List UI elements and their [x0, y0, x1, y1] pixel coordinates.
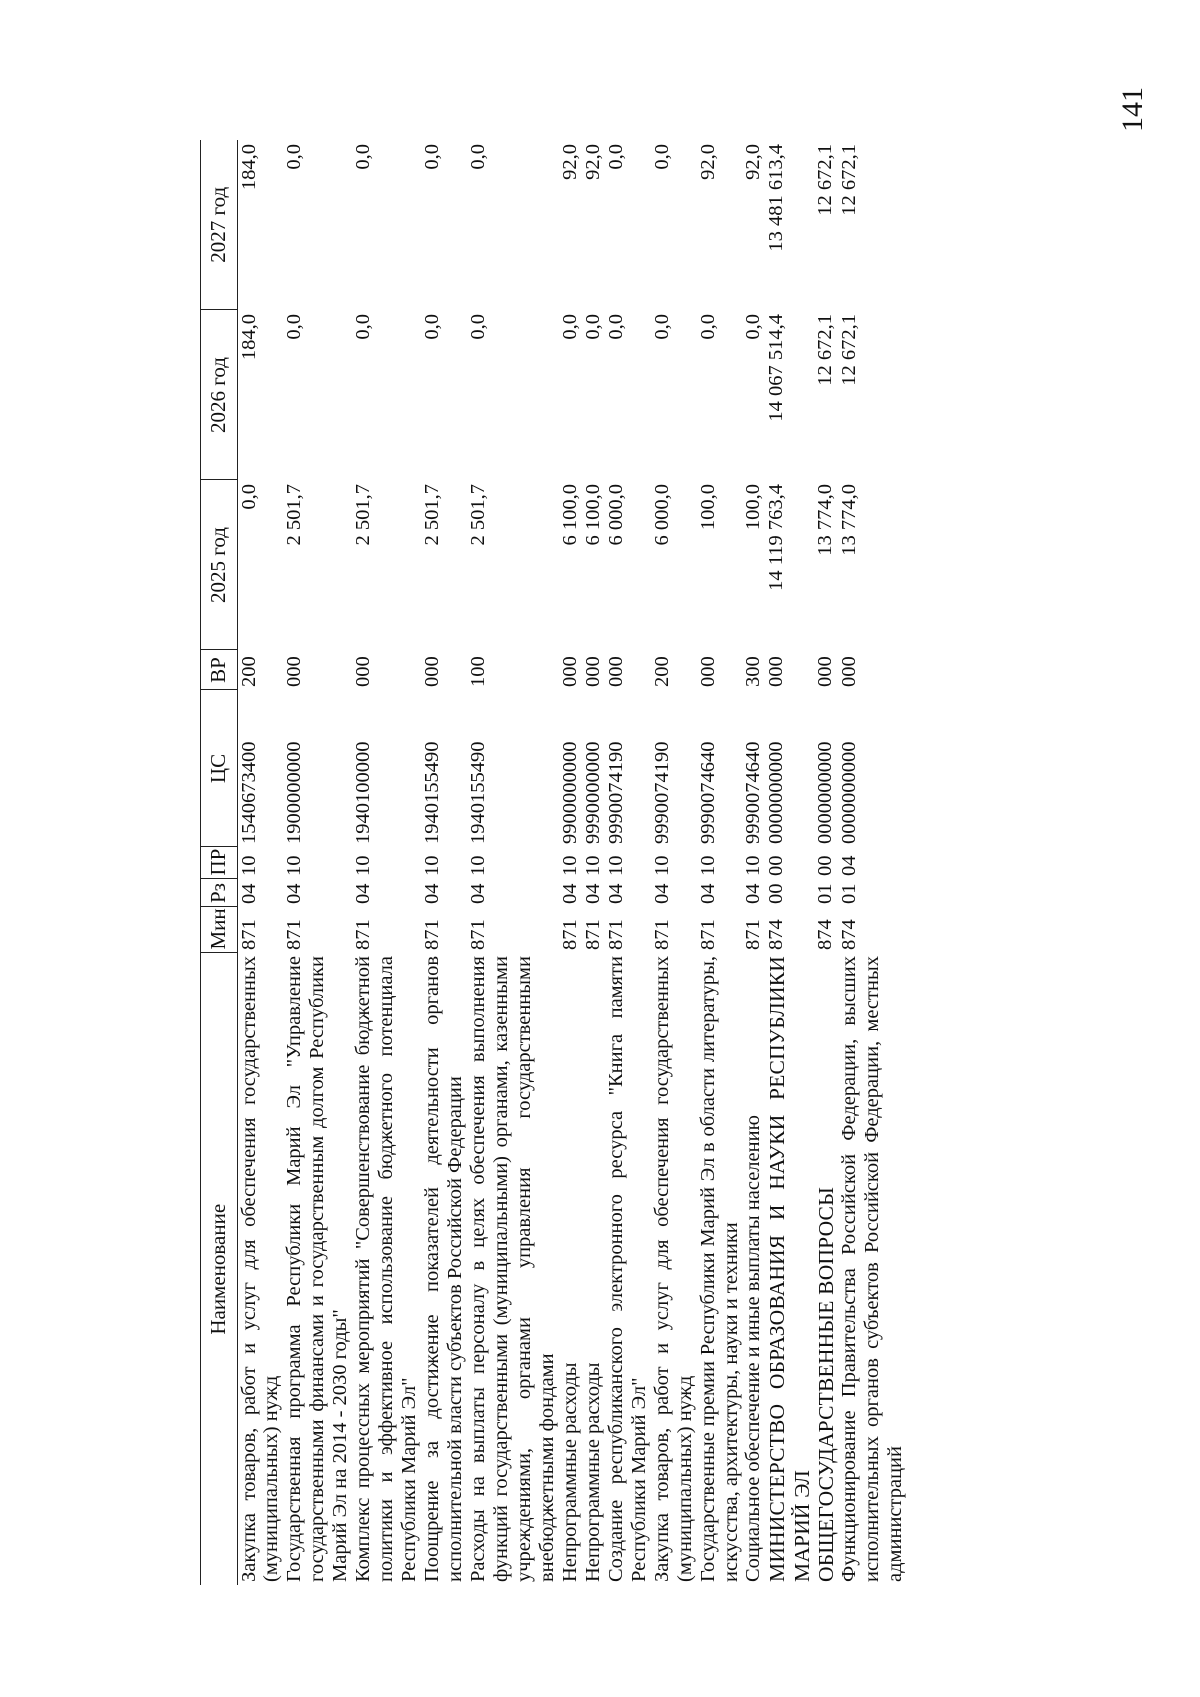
cell-name: Комплекс процессных мероприятий "Совершенствование бюджетной политики и эффективное использование бюджетного потенциала Республики Марий Эл": [352, 956, 421, 1582]
cell-cs: 1940155490: [421, 741, 444, 844]
header-cs: ЦС: [201, 690, 238, 847]
cell-y2025: 2 501,7: [283, 484, 306, 546]
cell-y2025: 100,0: [742, 484, 765, 531]
cell-y2025: 14 119 763,4: [765, 484, 788, 591]
cell-rz: 01: [837, 883, 860, 904]
cell-rz: 04: [581, 883, 604, 904]
cell-y2026: 0,0: [581, 314, 604, 340]
table-row: [421, 140, 467, 1585]
cell-name: Непрограммные расходы: [581, 1362, 604, 1582]
cell-y2026: 0,0: [650, 314, 673, 340]
cell-rz: 04: [558, 883, 581, 904]
table-row: [467, 140, 559, 1585]
cell-min: 871: [421, 919, 444, 950]
cell-vr: 000: [837, 656, 860, 687]
table-row: [582, 140, 605, 1585]
cell-min: 871: [352, 919, 375, 950]
cell-pr: 04: [837, 855, 860, 876]
cell-name: Непрограммные расходы: [558, 1362, 581, 1582]
cell-min: 871: [558, 919, 581, 950]
header-pr: ПР: [201, 847, 238, 879]
cell-cs: 1940100000: [352, 741, 375, 844]
cell-pr: 10: [421, 855, 444, 876]
cell-y2026: 12 672,1: [813, 314, 836, 386]
cell-name: Социальное обеспечение и иные выплаты населению: [742, 1115, 765, 1582]
cell-pr: 10: [558, 855, 581, 876]
cell-rz: 04: [696, 883, 719, 904]
cell-y2027: 0,0: [283, 144, 306, 170]
cell-pr: 10: [352, 855, 375, 876]
cell-pr: 10: [581, 855, 604, 876]
cell-cs: 9900000000: [558, 741, 581, 844]
header-vr: ВР: [201, 650, 238, 690]
cell-min: 871: [581, 919, 604, 950]
cell-min: 871: [696, 919, 719, 950]
cell-vr: 000: [813, 656, 836, 687]
rotated-page-content: [200, 140, 1000, 1585]
cell-pr: 10: [742, 855, 765, 876]
cell-y2026: 0,0: [467, 314, 490, 340]
cell-min: 871: [467, 919, 490, 950]
cell-y2027: 0,0: [421, 144, 444, 170]
cell-min: 874: [837, 919, 860, 950]
cell-y2027: 12 672,1: [813, 144, 836, 216]
cell-y2026: 0,0: [742, 314, 765, 340]
cell-name: Создание республиканского электронного ресурса "Книга памяти Республики Марий Эл": [604, 956, 650, 1582]
cell-y2026: 0,0: [604, 314, 627, 340]
header-2027: 2027 год: [201, 140, 238, 310]
cell-rz: 04: [283, 883, 306, 904]
cell-cs: 0000000000: [837, 741, 860, 844]
cell-rz: 04: [742, 883, 765, 904]
cell-name: Функционирование Правительства Российской Федерации, высших исполнительных органов субъектов Российской Федерации, местных администраций: [837, 956, 906, 1582]
cell-rz: 04: [467, 883, 490, 904]
cell-min: 871: [283, 919, 306, 950]
cell-y2025: 2 501,7: [421, 484, 444, 546]
cell-y2025: 100,0: [696, 484, 719, 531]
cell-vr: 200: [650, 656, 673, 687]
cell-name: Закупка товаров, работ и услуг для обеспечения государственных (муниципальных) нужд: [650, 956, 696, 1582]
cell-min: 874: [813, 919, 836, 950]
cell-y2025: 6 100,0: [581, 484, 604, 546]
cell-rz: 04: [352, 883, 375, 904]
cell-vr: 300: [742, 656, 765, 687]
table-row: [352, 140, 421, 1585]
cell-y2026: 0,0: [558, 314, 581, 340]
header-min: Мин: [201, 907, 238, 953]
cell-y2027: 0,0: [604, 144, 627, 170]
cell-y2027: 0,0: [352, 144, 375, 170]
cell-cs: 0000000000: [813, 741, 836, 844]
cell-y2027: 184,0: [237, 144, 260, 191]
cell-vr: 200: [237, 656, 260, 687]
cell-y2025: 6 000,0: [650, 484, 673, 546]
cell-y2026: 0,0: [283, 314, 306, 340]
cell-name: Закупка товаров, работ и услуг для обеспечения государственных (муниципальных) нужд: [237, 956, 283, 1582]
cell-name: Поощрение за достижение показателей деятельности органов исполнительной власти субъектов Российской Федерации: [421, 956, 467, 1582]
header-2025: 2025 год: [201, 480, 238, 650]
cell-y2026: 184,0: [237, 314, 260, 361]
cell-pr: 10: [696, 855, 719, 876]
cell-cs: 0000000000: [765, 741, 788, 844]
cell-pr: 10: [237, 855, 260, 876]
budget-table: [200, 140, 907, 1585]
cell-name: Государственные премии Республики Марий Эл в области литературы, искусства, архитектуры, науки и техники: [696, 956, 742, 1582]
cell-y2025: 13 774,0: [837, 484, 860, 556]
cell-min: 874: [765, 919, 788, 950]
cell-rz: 04: [650, 883, 673, 904]
cell-vr: 000: [696, 656, 719, 687]
cell-name: ОБЩЕГОСУДАРСТВЕННЫЕ ВОПРОСЫ: [813, 1186, 838, 1582]
cell-pr: 00: [765, 855, 788, 876]
cell-vr: 000: [421, 656, 444, 687]
cell-cs: 9990074640: [696, 741, 719, 844]
table-row: [605, 140, 651, 1585]
cell-min: 871: [742, 919, 765, 950]
cell-y2025: 2 501,7: [352, 484, 375, 546]
cell-cs: 9990074190: [604, 741, 627, 844]
cell-y2025: 6 000,0: [604, 484, 627, 546]
cell-y2026: 0,0: [421, 314, 444, 340]
cell-vr: 100: [467, 656, 490, 687]
cell-pr: 10: [604, 855, 627, 876]
cell-rz: 00: [765, 883, 788, 904]
cell-vr: 000: [765, 656, 788, 687]
cell-vr: 000: [604, 656, 627, 687]
cell-cs: 1940155490: [467, 741, 490, 844]
header-2026: 2026 год: [201, 310, 238, 480]
cell-y2025: 2 501,7: [467, 484, 490, 546]
cell-rz: 04: [421, 883, 444, 904]
cell-vr: 000: [352, 656, 375, 687]
cell-cs: 1540673400: [237, 741, 260, 844]
cell-vr: 000: [558, 656, 581, 687]
table-row: [814, 140, 838, 1585]
cell-y2027: 92,0: [696, 144, 719, 180]
cell-y2027: 0,0: [467, 144, 490, 170]
cell-y2026: 0,0: [352, 314, 375, 340]
cell-vr: 000: [581, 656, 604, 687]
cell-min: 871: [650, 919, 673, 950]
cell-y2025: 13 774,0: [813, 484, 836, 556]
cell-rz: 04: [604, 883, 627, 904]
header-name: Наименование: [201, 953, 238, 1585]
table-body: [237, 140, 907, 1585]
table-row: [838, 140, 907, 1585]
cell-rz: 01: [813, 883, 836, 904]
cell-y2026: 14 067 514,4: [765, 314, 788, 422]
cell-name: Расходы на выплаты персоналу в целях обеспечения выполнения функций государственными (муниципальными) органами, казенными учреждениями, органами управления государственными внебюджетными фондами: [467, 956, 558, 1582]
cell-cs: 1900000000: [283, 741, 306, 844]
cell-y2027: 12 672,1: [837, 144, 860, 216]
cell-y2025: 6 100,0: [558, 484, 581, 546]
cell-min: 871: [237, 919, 260, 950]
page-number: 141: [1116, 87, 1149, 132]
cell-cs: 9990074190: [650, 741, 673, 844]
header-rz: Рз: [201, 879, 238, 907]
table-row: [559, 140, 582, 1585]
table-row: [697, 140, 743, 1585]
cell-y2027: 92,0: [558, 144, 581, 180]
table-row: [651, 140, 697, 1585]
table-row: [742, 140, 765, 1585]
table-row: [237, 140, 283, 1585]
table-row: [283, 140, 352, 1585]
table-row: [765, 140, 813, 1585]
cell-pr: 10: [283, 855, 306, 876]
table-header-row: [201, 140, 238, 1585]
cell-name: Государственная программа Республики Марий Эл "Управление государственными финансами и государственным долгом Республики Марий Эл на 2014 - 2030 годы": [283, 956, 352, 1582]
cell-cs: 9990000000: [581, 741, 604, 844]
cell-pr: 10: [650, 855, 673, 876]
cell-min: 871: [604, 919, 627, 950]
cell-y2027: 0,0: [650, 144, 673, 170]
cell-name: МИНИСТЕРСТВО ОБРАЗОВАНИЯ И НАУКИ РЕСПУБЛИКИ МАРИЙ ЭЛ: [765, 956, 814, 1582]
cell-y2025: 0,0: [237, 484, 260, 510]
cell-vr: 000: [283, 656, 306, 687]
cell-cs: 9990074640: [742, 741, 765, 844]
cell-y2027: 92,0: [742, 144, 765, 180]
cell-y2027: 13 481 613,4: [765, 144, 788, 252]
cell-pr: 00: [813, 855, 836, 876]
cell-y2026: 0,0: [696, 314, 719, 340]
cell-y2026: 12 672,1: [837, 314, 860, 386]
cell-y2027: 92,0: [581, 144, 604, 180]
cell-rz: 04: [237, 883, 260, 904]
cell-pr: 10: [467, 855, 490, 876]
